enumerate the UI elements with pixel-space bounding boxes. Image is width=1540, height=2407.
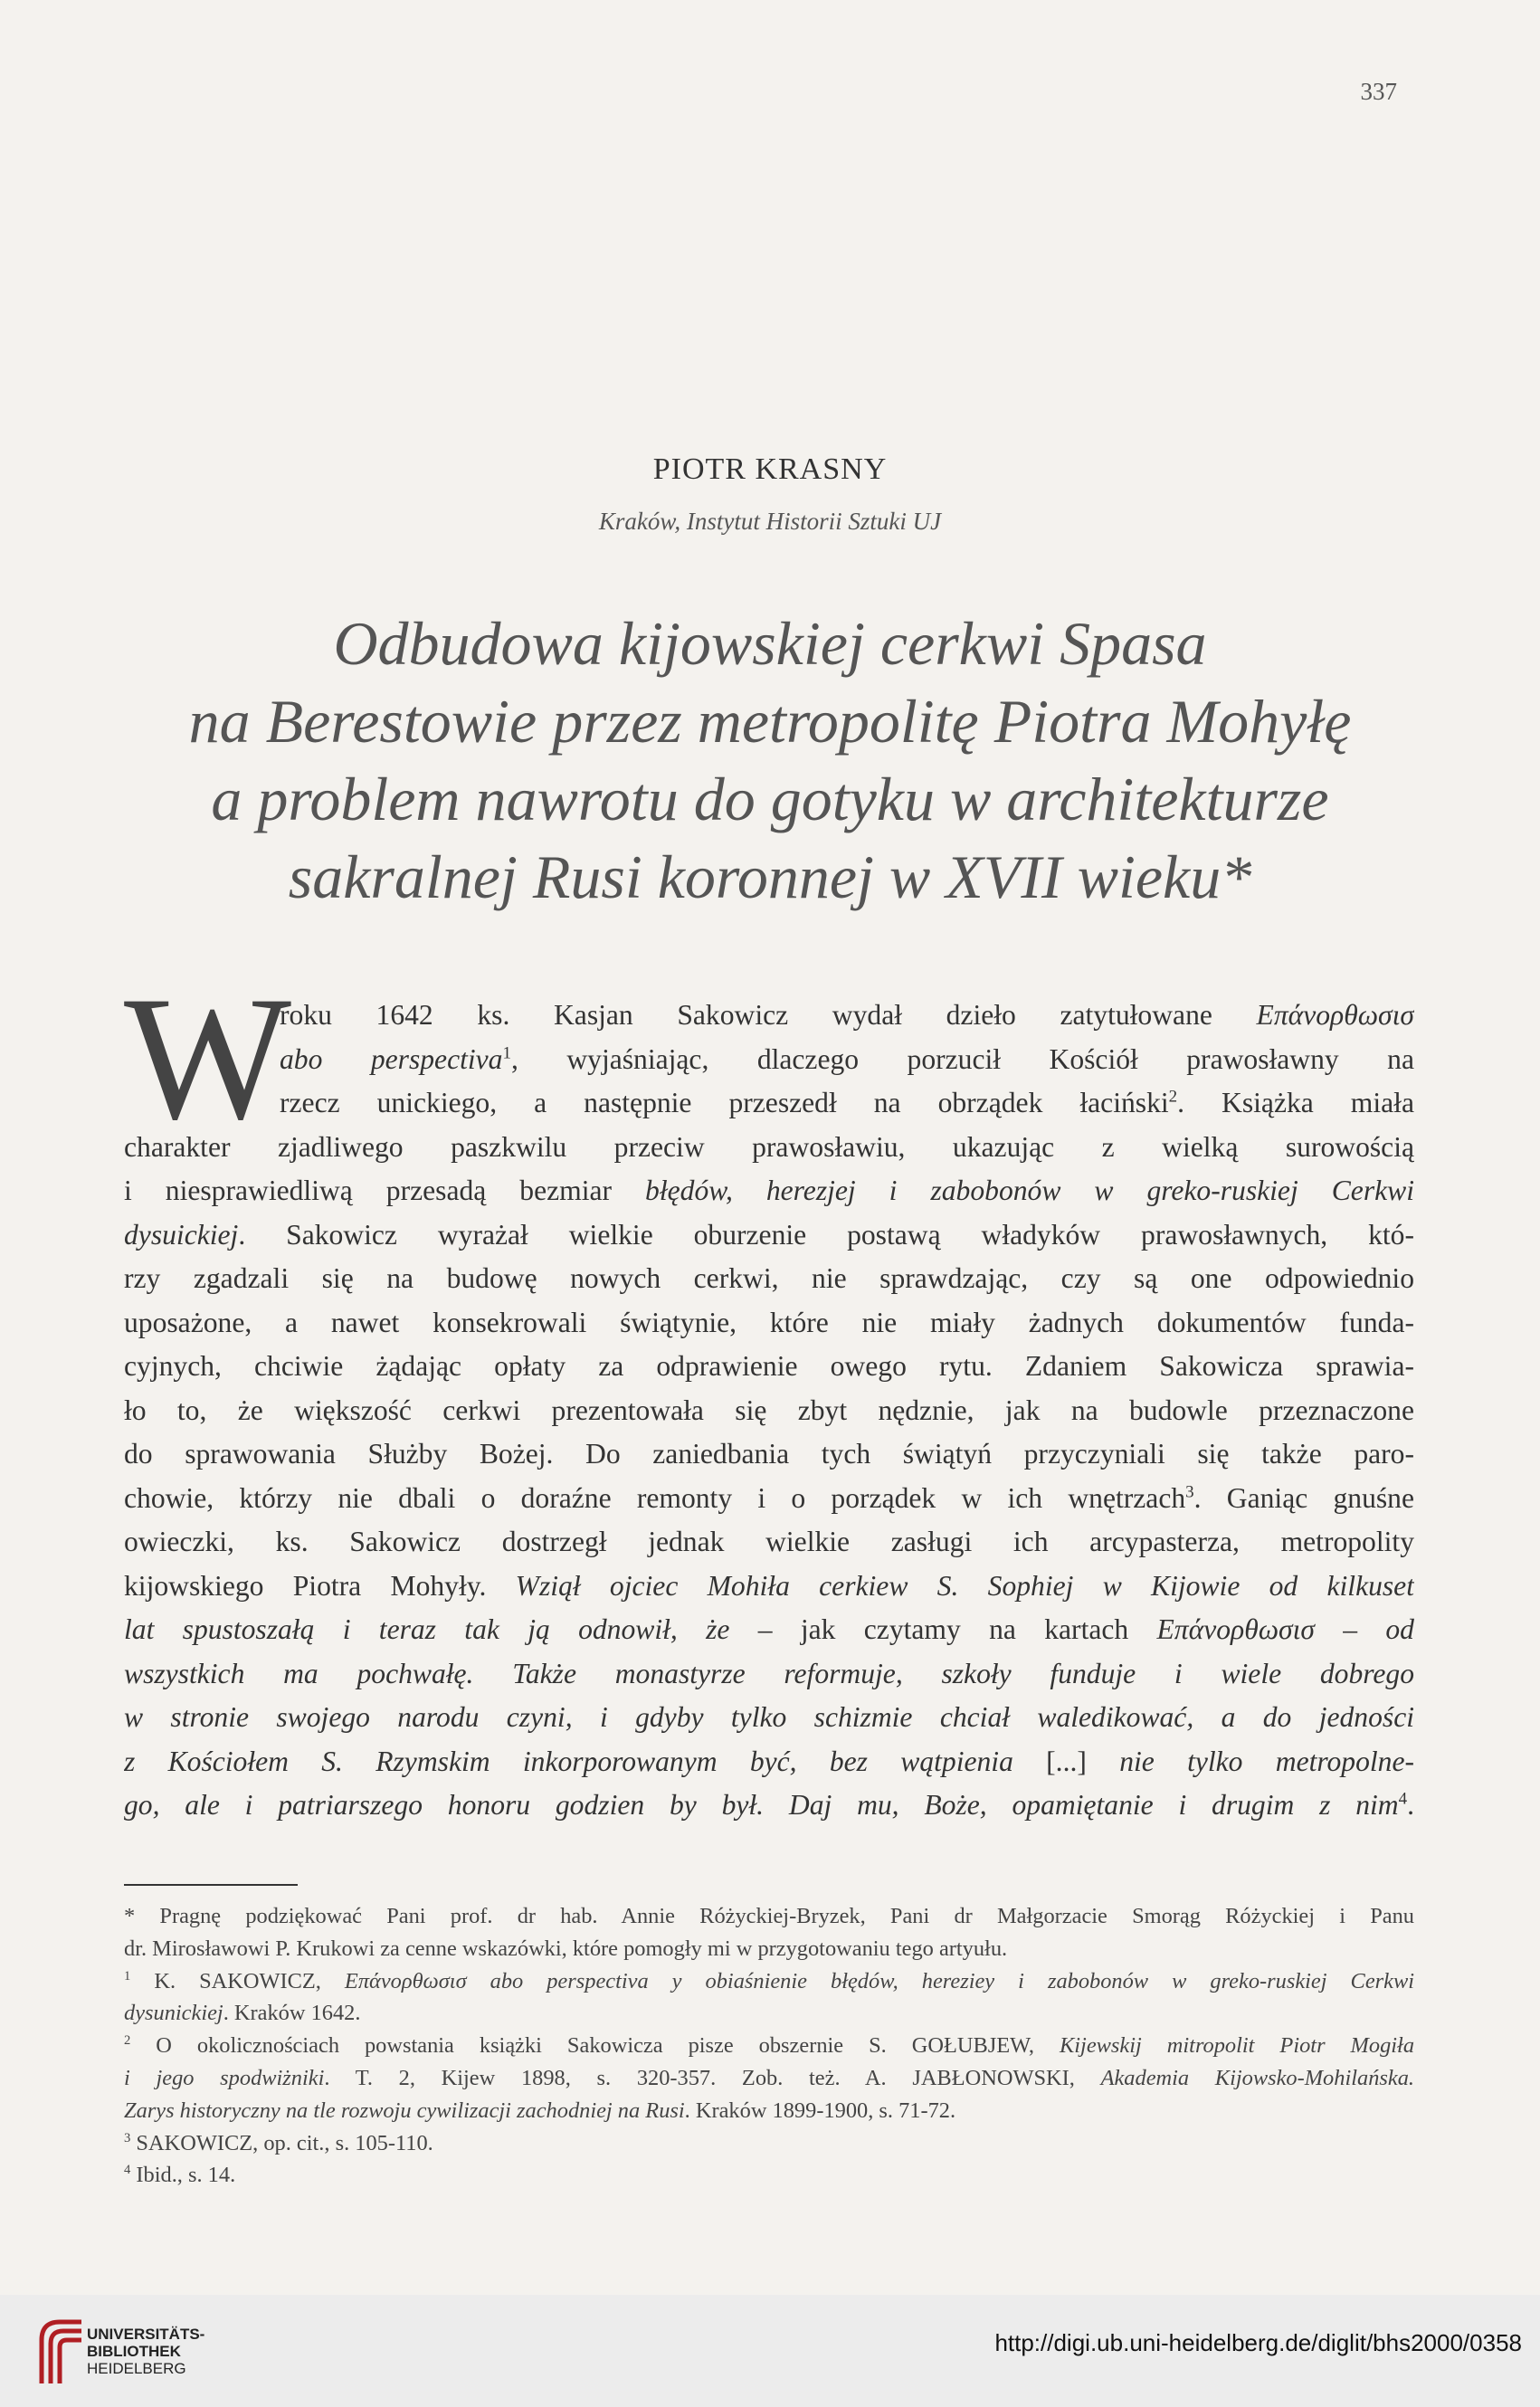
- article-title: [0, 604, 1540, 916]
- footnote-line: dysunickiej. Kraków 1642.: [124, 2001, 361, 2026]
- drop-cap: W: [124, 960, 291, 1156]
- footnote-line: dr. Mirosławowi P. Krukowi za cenne wskazówki, które pomogły mi w przygotowaniu tego artyułu.: [124, 1936, 1008, 1961]
- page-number: 337: [1360, 78, 1397, 105]
- title-line: Odbudowa kijowskiej cerkwi Spasa: [333, 609, 1207, 678]
- body-line: z Kościołem S. Rzymskim inkorporowanym być, bez wątpienia [...] nie tylko metropolne-: [124, 1745, 1414, 1777]
- body-line: lat spustoszałą i teraz tak ją odnowił, że – jak czytamy na kartach Επάνορθωσισ – od: [124, 1613, 1414, 1645]
- title-line: sakralnej Rusi koronnej w XVII wieku*: [288, 842, 1252, 911]
- body-line: i niesprawiedliwą przesadą bezmiar błędów, herezjej i zabobonów w greko-ruskiej Cerkwi: [124, 1175, 1414, 1206]
- footnote-line: $^3$ SAKOWICZ, op. cit., s. 105-110.: [124, 2130, 433, 2155]
- footnote-line: $^1$ K. SAKOWICZ, Επάνορθωσισ abo perspectiva y obiaśnienie błędów, hereziey i zabobonów w greko-ruskiej Cerkwi: [124, 1968, 1414, 1993]
- footnote-line: * Pragnę podziękować Pani prof. dr hab. Annie Różyckiej-Bryzek, Pani dr Małgorzacie Smorąg Różyckiej i Panu: [124, 1904, 1414, 1928]
- body-line: roku 1642 ks. Kasjan Sakowicz wydał dzieło zatytułowane Επάνορθωσισ: [280, 999, 1414, 1031]
- author-affiliation: Kraków, Instytut Historii Sztuki UJ: [598, 508, 942, 535]
- body-line: cyjnych, chciwie żądając opłaty za odprawienie owego rytu. Zdaniem Sakowicza sprawia-: [124, 1350, 1414, 1382]
- body-line: charakter zjadliwego paszkwilu przeciw prawosławiu, ukazując z wielką surowością: [124, 1130, 1414, 1163]
- footnote-rule: [124, 1884, 298, 1886]
- footnote-line: $^4$ Ibid., s. 14.: [124, 2163, 236, 2188]
- library-logo-icon: [36, 2313, 92, 2389]
- footnote-line: Zarys historyczny na tle rozwoju cywilizacji zachodniej na Rusi. Kraków 1899-1900, s. 71-72.: [124, 2098, 956, 2123]
- footnotes: [124, 1900, 1414, 2192]
- source-url-link[interactable]: http://digi.ub.uni-heidelberg.de/diglit/bhs2000/0358: [994, 2329, 1522, 2356]
- body-line: ło to, że większość cerkwi prezentowała się zbyt nędznie, jak na budowle przeznaczone: [124, 1394, 1414, 1426]
- body-line: w stronie swojego narodu czyni, i gdyby tylko schizmie chciał waledikować, a do jedności: [124, 1701, 1414, 1733]
- library-name: UNIVERSITÄTS- BIBLIOTHEK HEIDELBERG: [87, 2326, 205, 2377]
- body-line: rzecz unickiego, a następnie przeszedł na obrządek łaciński$^2$. Książka miała: [280, 1087, 1414, 1118]
- footnote-line: $^2$ O okolicznościach powstania książki Sakowicza pisze obszernie S. GOŁUBJEW, Kijewskij mitropolit Piotr Mogiła: [124, 2033, 1414, 2059]
- body-line: uposażone, a nawet konsekrowali świątynie, które nie miały żadnych dokumentów funda-: [124, 1306, 1414, 1338]
- body-line: do sprawowania Służby Bożej. Do zaniedbania tych świątyń przyczyniali się także paro-: [124, 1438, 1414, 1470]
- author-name: PIOTR KRASNY: [652, 452, 888, 486]
- body-line: go, ale i patriarszego honoru godzien by był. Daj mu, Boże, opamiętanie i drugim z nim$^4$.: [124, 1789, 1414, 1821]
- body-line: abo perspectiva$^1$, wyjaśniając, dlaczego porzucił Kościół prawosławny na: [280, 1042, 1414, 1075]
- body-line: wszystkich ma pochwałę. Także monastyrze reformuje, szkoły funduje i wiele dobrego: [124, 1657, 1414, 1689]
- body-line: rzy zgadzali się na budowę nowych cerkwi, nie sprawdzając, czy są one odpowiednio: [124, 1262, 1414, 1294]
- title-line: a problem nawrotu do gotyku w architekturze: [211, 765, 1329, 833]
- title-line: na Berestowie przez metropolitę Piotra Mohyłę: [188, 687, 1352, 756]
- body-line: kijowskiego Piotra Mohyły. Wziął ojciec Mohiła cerkiew S. Sophiej w Kijowie od kilkuset: [124, 1569, 1414, 1602]
- article-body: [124, 994, 1414, 1828]
- library-footer: [0, 2295, 1540, 2407]
- body-line: dysuickiej. Sakowicz wyrażał wielkie oburzenie postawą władyków prawosławnych, któ-: [124, 1218, 1414, 1251]
- body-line: owieczki, ks. Sakowicz dostrzegł jednak wielkie zasługi ich arcypasterza, metropolity: [124, 1526, 1414, 1557]
- footnote-line: i jego spodwiżniki. T. 2, Kijew 1898, s. 320-357. Zob. też. A. JABŁONOWSKI, Akademia Kijowsko-Mohilańska.: [124, 2065, 1414, 2090]
- body-line: chowie, którzy nie dbali o doraźne remonty i o porządek w ich wnętrzach$^3$. Ganiąc gnuśne: [124, 1481, 1414, 1514]
